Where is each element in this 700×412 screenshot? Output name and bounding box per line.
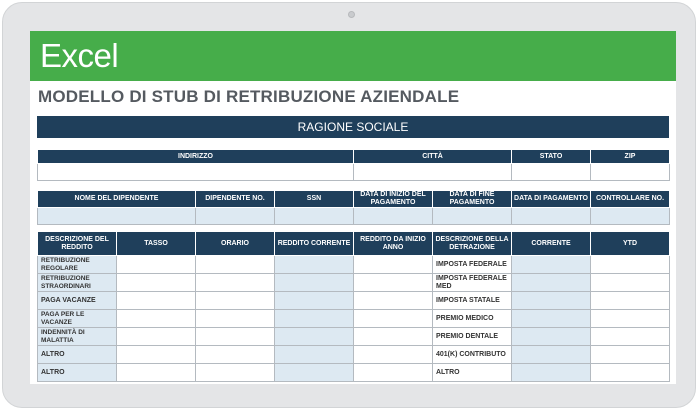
deduction-ytd-cell[interactable]	[591, 328, 670, 346]
income-label: INDENNITÀ DI MALATTIA	[38, 328, 117, 346]
deduction-ytd-cell[interactable]	[591, 346, 670, 364]
deduction-ytd-cell[interactable]	[591, 310, 670, 328]
current-income-cell[interactable]	[275, 328, 354, 346]
pay-date-cell[interactable]	[512, 208, 591, 225]
hours-cell[interactable]	[196, 328, 275, 346]
rate-cell[interactable]	[117, 292, 196, 310]
rate-cell[interactable]	[117, 274, 196, 292]
header-pay-end: DATA DI FINE PAGAMENTO	[433, 191, 512, 208]
hours-cell[interactable]	[196, 274, 275, 292]
city-cell[interactable]	[354, 164, 512, 181]
current-income-cell[interactable]	[275, 256, 354, 274]
pay-start-cell[interactable]	[354, 208, 433, 225]
deduction-label: IMPOSTA STATALE	[433, 292, 512, 310]
income-label: PAGA PER LE VACANZE	[38, 310, 117, 328]
employee-no-cell[interactable]	[196, 208, 275, 225]
deduction-label: IMPOSTA FEDERALE	[433, 256, 512, 274]
check-no-cell[interactable]	[591, 208, 670, 225]
ssn-cell[interactable]	[275, 208, 354, 225]
income-label: RETRIBUZIONE REGOLARE	[38, 256, 117, 274]
ytd-income-cell[interactable]	[354, 256, 433, 274]
ytd-income-cell[interactable]	[354, 310, 433, 328]
camera-dot	[348, 11, 355, 18]
hours-cell[interactable]	[196, 310, 275, 328]
deduction-current-cell[interactable]	[512, 292, 591, 310]
header-ytd: YTD	[591, 232, 670, 256]
employee-table	[37, 190, 670, 225]
earnings-table	[37, 231, 670, 382]
header-check-no: CONTROLLARE NO.	[591, 191, 670, 208]
header-address: INDIRIZZO	[38, 150, 354, 164]
company-name-cell[interactable]: RAGIONE SOCIALE	[37, 116, 669, 138]
header-ytd-income: REDDITO DA INIZIO ANNO	[354, 232, 433, 256]
deduction-current-cell[interactable]	[512, 328, 591, 346]
hours-cell[interactable]	[196, 364, 275, 382]
deduction-ytd-cell[interactable]	[591, 364, 670, 382]
header-deduction-desc: DESCRIZIONE DELLA DETRAZIONE	[433, 232, 512, 256]
address-table	[37, 149, 670, 181]
income-label: ALTRO	[38, 364, 117, 382]
deduction-current-cell[interactable]	[512, 364, 591, 382]
address-cell[interactable]	[38, 164, 354, 181]
rate-cell[interactable]	[117, 364, 196, 382]
header-state: STATO	[512, 150, 591, 164]
header-hours: ORARIO	[196, 232, 275, 256]
employee-name-cell[interactable]	[38, 208, 196, 225]
deduction-label: IMPOSTA FEDERALE MED	[433, 274, 512, 292]
header-employee-name: NOME DEL DIPENDENTE	[38, 191, 196, 208]
zip-cell[interactable]	[591, 164, 670, 181]
hours-cell[interactable]	[196, 256, 275, 274]
ytd-income-cell[interactable]	[354, 274, 433, 292]
rate-cell[interactable]	[117, 310, 196, 328]
current-income-cell[interactable]	[275, 346, 354, 364]
rate-cell[interactable]	[117, 346, 196, 364]
income-label: RETRIBUZIONE STRAORDINARI	[38, 274, 117, 292]
rate-cell[interactable]	[117, 256, 196, 274]
pay-end-cell[interactable]	[433, 208, 512, 225]
deduction-ytd-cell[interactable]	[591, 256, 670, 274]
header-income-desc: DESCRIZIONE DEL REDDITO	[38, 232, 117, 256]
app-banner	[30, 31, 676, 81]
deduction-label: PREMIO DENTALE	[433, 328, 512, 346]
deduction-current-cell[interactable]	[512, 346, 591, 364]
current-income-cell[interactable]	[275, 364, 354, 382]
header-current: CORRENTE	[512, 232, 591, 256]
header-ssn: SSN	[275, 191, 354, 208]
header-rate: TASSO	[117, 232, 196, 256]
hours-cell[interactable]	[196, 292, 275, 310]
page-title: MODELLO DI STUB DI RETRIBUZIONE AZIENDALE	[38, 87, 460, 106]
current-income-cell[interactable]	[275, 292, 354, 310]
income-label: PAGA VACANZE	[38, 292, 117, 310]
deduction-current-cell[interactable]	[512, 310, 591, 328]
header-zip: ZIP	[591, 150, 670, 164]
income-label: ALTRO	[38, 346, 117, 364]
ytd-income-cell[interactable]	[354, 292, 433, 310]
header-city: CITTÀ	[354, 150, 512, 164]
ytd-income-cell[interactable]	[354, 364, 433, 382]
header-pay-start: DATA DI INIZIO DEL PAGAMENTO	[354, 191, 433, 208]
deduction-current-cell[interactable]	[512, 256, 591, 274]
rate-cell[interactable]	[117, 328, 196, 346]
current-income-cell[interactable]	[275, 310, 354, 328]
deduction-label: 401(K) CONTRIBUTO	[433, 346, 512, 364]
hours-cell[interactable]	[196, 346, 275, 364]
header-pay-date: DATA DI PAGAMENTO	[512, 191, 591, 208]
header-employee-no: DIPENDENTE NO.	[196, 191, 275, 208]
ytd-income-cell[interactable]	[354, 328, 433, 346]
deduction-ytd-cell[interactable]	[591, 274, 670, 292]
current-income-cell[interactable]	[275, 274, 354, 292]
app-title: Excel	[40, 37, 119, 74]
deduction-label: ALTRO	[433, 364, 512, 382]
deduction-current-cell[interactable]	[512, 274, 591, 292]
deduction-label: PREMIO MEDICO	[433, 310, 512, 328]
screen	[30, 31, 676, 384]
state-cell[interactable]	[512, 164, 591, 181]
deduction-ytd-cell[interactable]	[591, 292, 670, 310]
ytd-income-cell[interactable]	[354, 346, 433, 364]
header-current-income: REDDITO CORRENTE	[275, 232, 354, 256]
tablet-frame	[2, 2, 696, 408]
